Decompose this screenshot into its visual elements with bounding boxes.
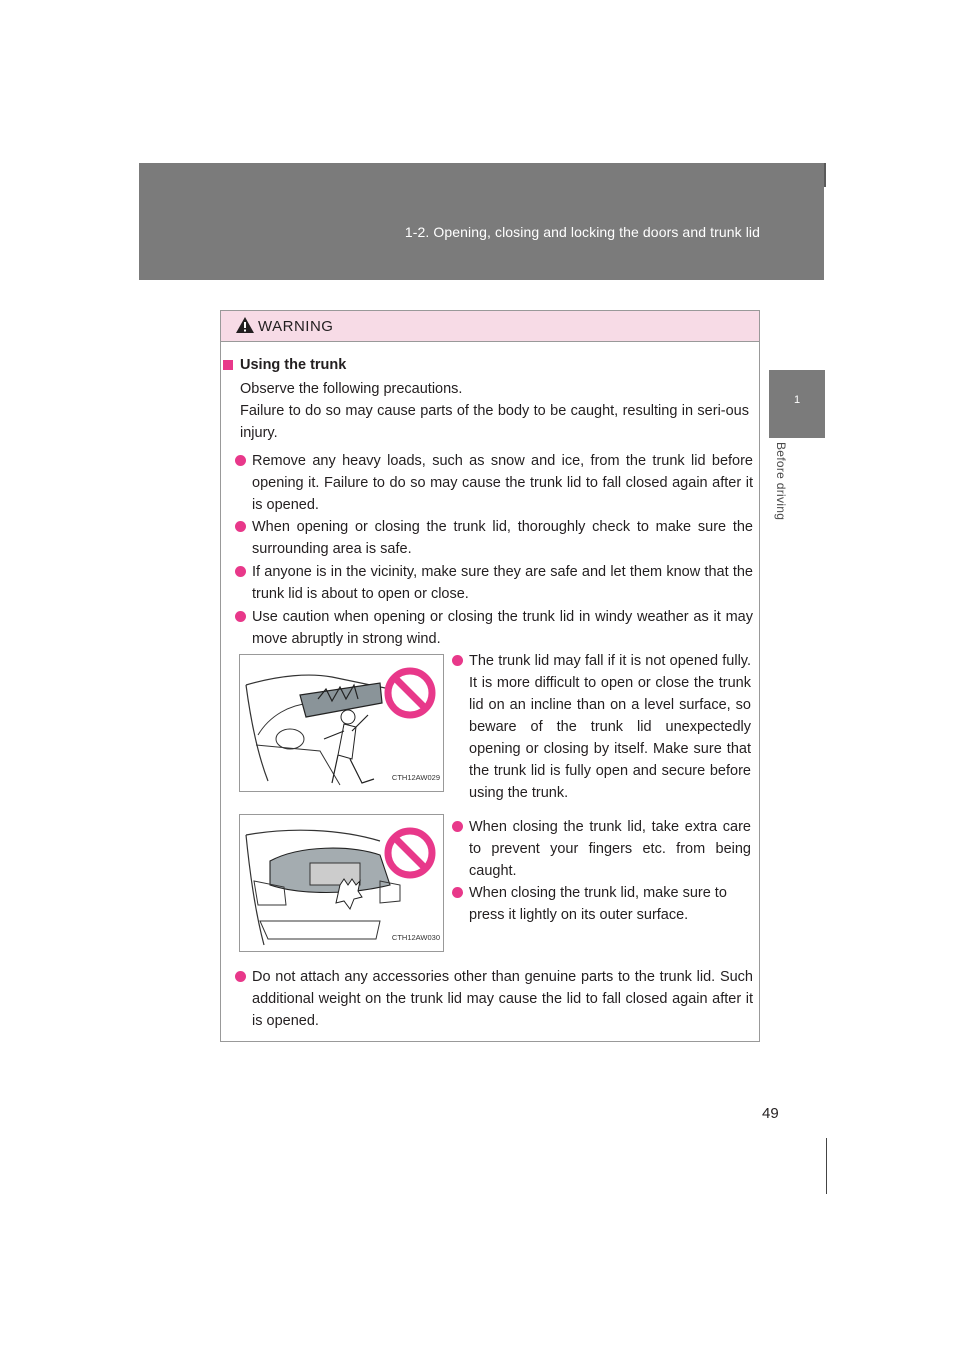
figure-bullet-item (451, 816, 751, 882)
bullet-dot-icon (235, 971, 246, 982)
warning-content (221, 342, 759, 1041)
square-bullet-icon (223, 360, 233, 370)
warning-header (221, 311, 759, 342)
bullet-item (234, 516, 753, 560)
figure-bullet-item (451, 650, 751, 804)
intro-line: Observe the following precautions. (240, 381, 463, 397)
figure-trunk-lid-falling (239, 654, 444, 792)
chapter-number: 1 (793, 394, 801, 406)
warning-triangle-icon (235, 316, 255, 339)
bullet-dot-icon (452, 821, 463, 832)
bullet-dot-icon (235, 521, 246, 532)
figure-fingers-caught (239, 814, 444, 952)
footer-line (826, 1138, 827, 1194)
bullet-dot-icon (235, 611, 246, 622)
bullet-text: Do not attach any accessories other than genuine parts to the trunk lid. Such additional weight on the trunk lid may cause the lid to fall closed again after it is opened. (252, 969, 753, 1029)
header-tick (824, 163, 826, 187)
chapter-tab (769, 370, 825, 438)
bullet-item (234, 450, 753, 516)
section-title: 1-2. Opening, closing and locking the doors and trunk lid (404, 224, 760, 240)
bullet-text: If anyone is in the vicinity, make sure they are safe and let them know that the trunk lid is about to open or close. (252, 564, 753, 602)
bullet-text: Remove any heavy loads, such as snow and ice, from the trunk lid before opening it. Failure to do so may cause the trunk lid to fall closed again after it is opened. (252, 453, 753, 513)
intro-line: Failure to do so may cause parts of the body to be caught, resulting in seri-ous injury. (240, 403, 749, 441)
chapter-label: Before driving (774, 442, 788, 521)
bullet-dot-icon (235, 455, 246, 466)
header-band (139, 163, 824, 280)
warning-box (220, 310, 760, 1042)
page-number: 49 (762, 1105, 779, 1122)
section-heading (223, 354, 346, 376)
bullet-dot-icon (235, 566, 246, 577)
figure-code: CTH12AW029 (391, 773, 440, 782)
bullet-text: When opening or closing the trunk lid, thoroughly check to make sure the surrounding area is safe. (252, 519, 753, 557)
figure-bullet-item (451, 882, 751, 926)
warning-title: WARNING (258, 318, 334, 335)
bullet-item (234, 561, 753, 605)
section-heading-text: Using the trunk (240, 357, 347, 373)
bullet-item (234, 966, 753, 1032)
figure-code: CTH12AW030 (391, 933, 440, 942)
bullet-dot-icon (452, 887, 463, 898)
bullet-dot-icon (452, 655, 463, 666)
bullet-text: The trunk lid may fall if it is not opened fully. It is more difficult to open or close the trunk lid on an incline than on a level surface, so beware of the trunk lid unexpectedly opening or closing by itself. Make sure that the trunk lid is fully open and secure before using the trunk. (469, 653, 751, 801)
bullet-text: Use caution when opening or closing the trunk lid in windy weather as it may move abruptly in strong wind. (252, 609, 753, 647)
bullet-text: When closing the trunk lid, make sure to press it lightly on its outer surface. (469, 885, 727, 923)
bullet-text: When closing the trunk lid, take extra care to prevent your fingers etc. from being caught. (469, 819, 751, 879)
bullet-item (234, 606, 753, 650)
